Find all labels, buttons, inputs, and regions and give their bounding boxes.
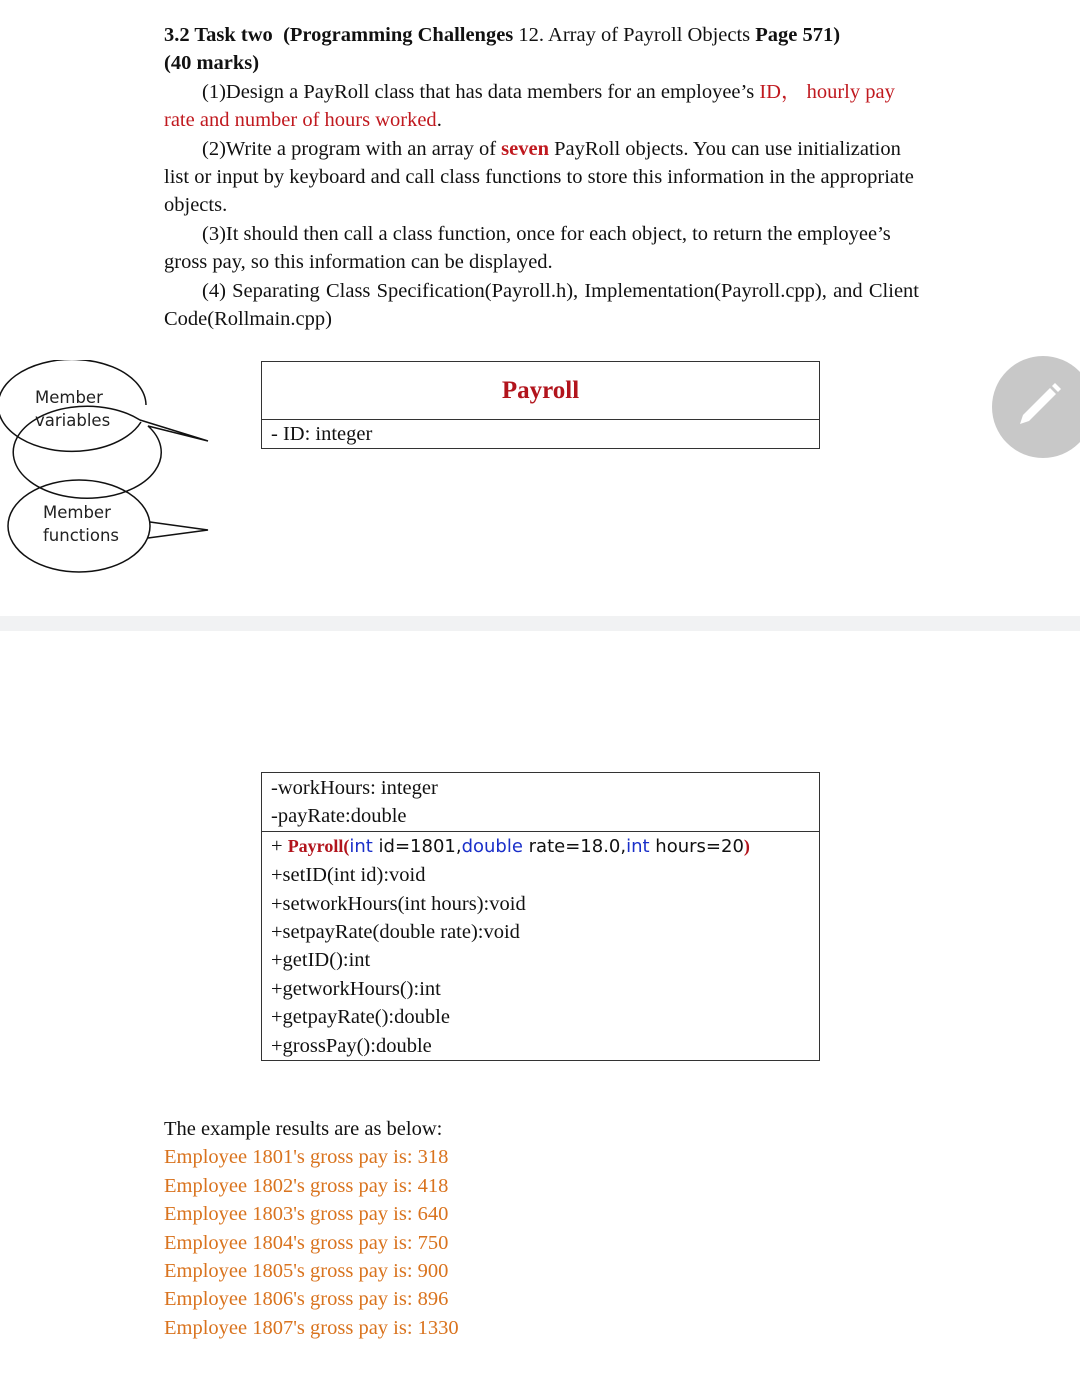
task-heading [164,21,919,49]
task-description [164,21,919,333]
task-item-1: (1)Design a PayRoll class that has data members for an employee’s ID， hourly pay rate and number of hours worked. [164,80,895,132]
member-variables-label: Member variables [35,388,111,430]
pencil-icon [1012,378,1070,434]
result-line: Employee 1801's gross pay is: 318 [164,1146,449,1169]
uml-attribute: -workHours: integer [271,777,438,799]
uml-attribute: -payRate:double [271,805,407,828]
uml-constructor: + Payroll(int id=1801,double rate=18.0,int hours=20) [271,834,750,857]
uml-method: +getpayRate():double [271,1006,450,1029]
uml-methods [262,832,819,1060]
result-line: Employee 1804's gross pay is: 750 [164,1231,449,1254]
uml-method: +setpayRate(double rate):void [271,921,520,944]
result-line: Employee 1803's gross pay is: 640 [164,1203,449,1226]
result-line: Employee 1802's gross pay is: 418 [164,1174,449,1197]
uml-method: +grossPay():double [271,1034,432,1057]
task-item-4: (4) Separating Class Specification(Payroll.h), Implementation(Payroll.cpp), and Client Code(Rollmain.cpp) [164,279,919,331]
task-item-2: (2)Write a program with an array of seven PayRoll objects. You can use initialization list or input by keyboard and call class functions to store this information in the appropriate objects. [164,137,914,217]
result-line: Employee 1806's gross pay is: 896 [164,1288,449,1311]
uml-class-continued-box [261,772,820,1061]
uml-attribute-id: - ID: integer [271,423,373,445]
result-line: Employee 1807's gross pay is: 1330 [164,1316,459,1339]
uml-class-name: Payroll [262,362,819,420]
uml-attributes [262,773,819,832]
task-item-3: (3)It should then call a class function, once for each object, to return the employee’s gross pay, so this information can be displayed. [164,222,891,274]
edit-button[interactable] [992,356,1080,458]
heading-number: 3.2 Task two [164,24,273,46]
uml-method: +getID():int [271,949,371,972]
heading-title: 12. Array of Payroll Objects [513,24,756,46]
example-results [164,1115,764,1342]
uml-method: +getworkHours():int [271,977,441,1000]
task-marks: (40 marks) [164,52,260,75]
uml-method: +setworkHours(int hours):void [271,892,526,915]
heading-page: Page 571) [755,24,841,46]
result-line: Employee 1805's gross pay is: 900 [164,1260,449,1283]
results-intro: The example results are as below: [164,1118,443,1140]
heading-challenge: (Programming Challenges [283,24,514,46]
member-functions-label: Member functions [43,503,119,545]
uml-method: +setID(int id):void [271,864,426,887]
page-divider [0,616,1080,631]
uml-class-header-box [261,361,820,449]
